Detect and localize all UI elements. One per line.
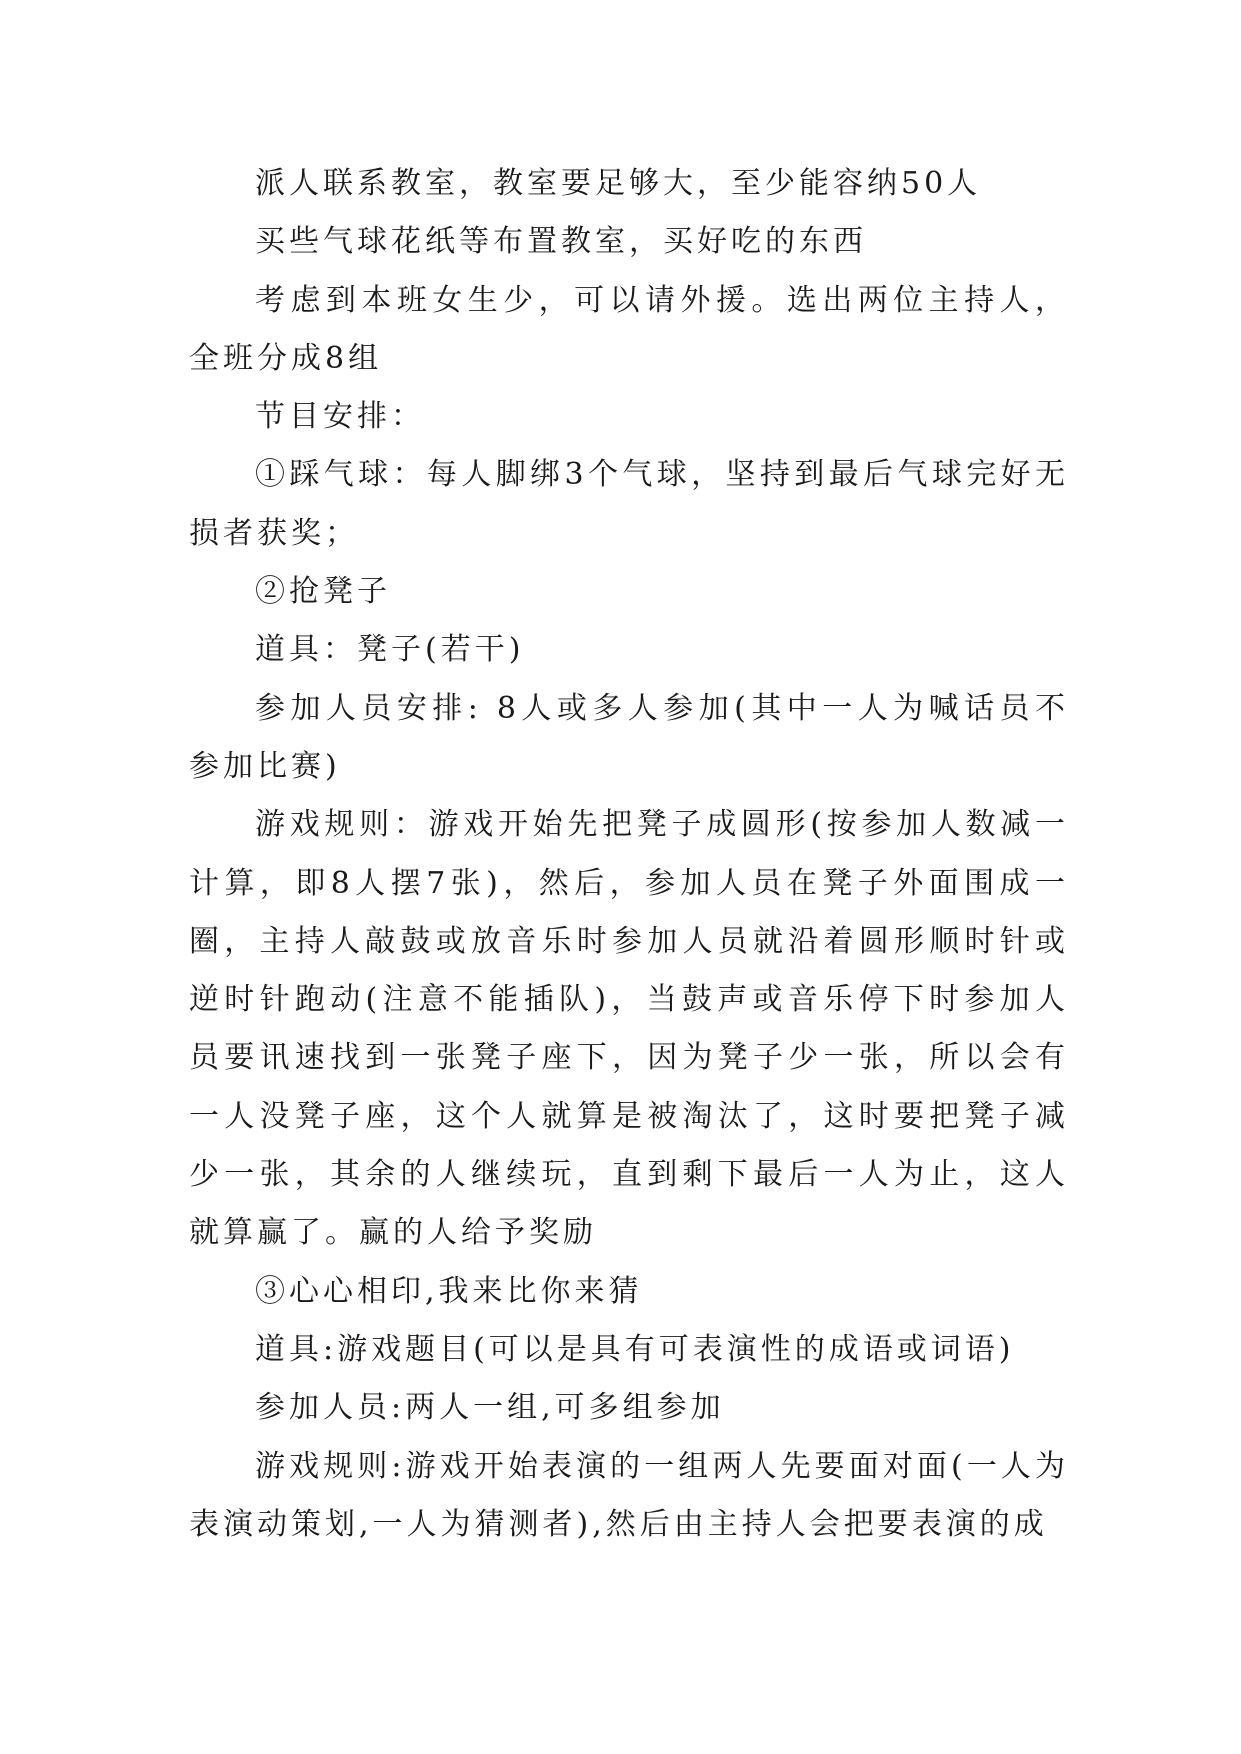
paragraph-charades-props: 道具:游戏题目(可以是具有可表演性的成语或词语) bbox=[255, 1331, 1015, 1367]
paragraph-hosts-groups: 考虑到本班女生少，可以请外援。选出两位主持人，全班分成8组 bbox=[189, 282, 1069, 376]
paragraph-charades-participants: 参加人员:两人一组,可多组参加 bbox=[255, 1390, 725, 1426]
paragraph-charades-rules: 游戏规则:游戏开始表演的一组两人先要面对面(一人为表演动策划,一人为猜测者),然后由主持人会把要表演的成 bbox=[189, 1448, 1069, 1542]
paragraph-balloon-game: ①踩气球：每人脚绑3个气球，坚持到最后气球完好无损者获奖； bbox=[189, 457, 1069, 551]
paragraph-contact-classroom: 派人联系教室，教室要足够大，至少能容纳50人 bbox=[255, 166, 982, 201]
paragraph-musical-chairs-props: 道具：凳子(若干) bbox=[255, 632, 525, 668]
paragraph-charades-title: ③心心相印,我来比你来猜 bbox=[255, 1273, 643, 1309]
document-body bbox=[189, 155, 1069, 1554]
paragraph-decorations: 买些气球花纸等布置教室，买好吃的东西 bbox=[255, 224, 867, 260]
paragraph-musical-chairs-participants: 参加人员安排: 8人或多人参加(其中一人为喊话员不参加比赛) bbox=[189, 690, 1069, 784]
paragraph-musical-chairs-title: ②抢凳子 bbox=[255, 574, 391, 610]
paragraph-program-heading: 节目安排： bbox=[255, 399, 425, 435]
paragraph-musical-chairs-rules: 游戏规则：游戏开始先把凳子成圆形(按参加人数减一计算，即8人摆7张)，然后，参加人员在凳子外面围成一圈，主持人敲鼓或放音乐时参加人员就沿着圆形顺时针或逆时针跑动(注意不能插队)，当鼓声或音乐停下时参加人员要讯速找到一张凳子座下，因为凳子少一张，所以会有一人没凳子座，这个人就算是被淘汰了，这时要把凳子减少一张，其余的人继续玩，直到剩下最后一人为止，这人就算赢了。赢的人给予奖励 bbox=[189, 807, 1069, 1251]
